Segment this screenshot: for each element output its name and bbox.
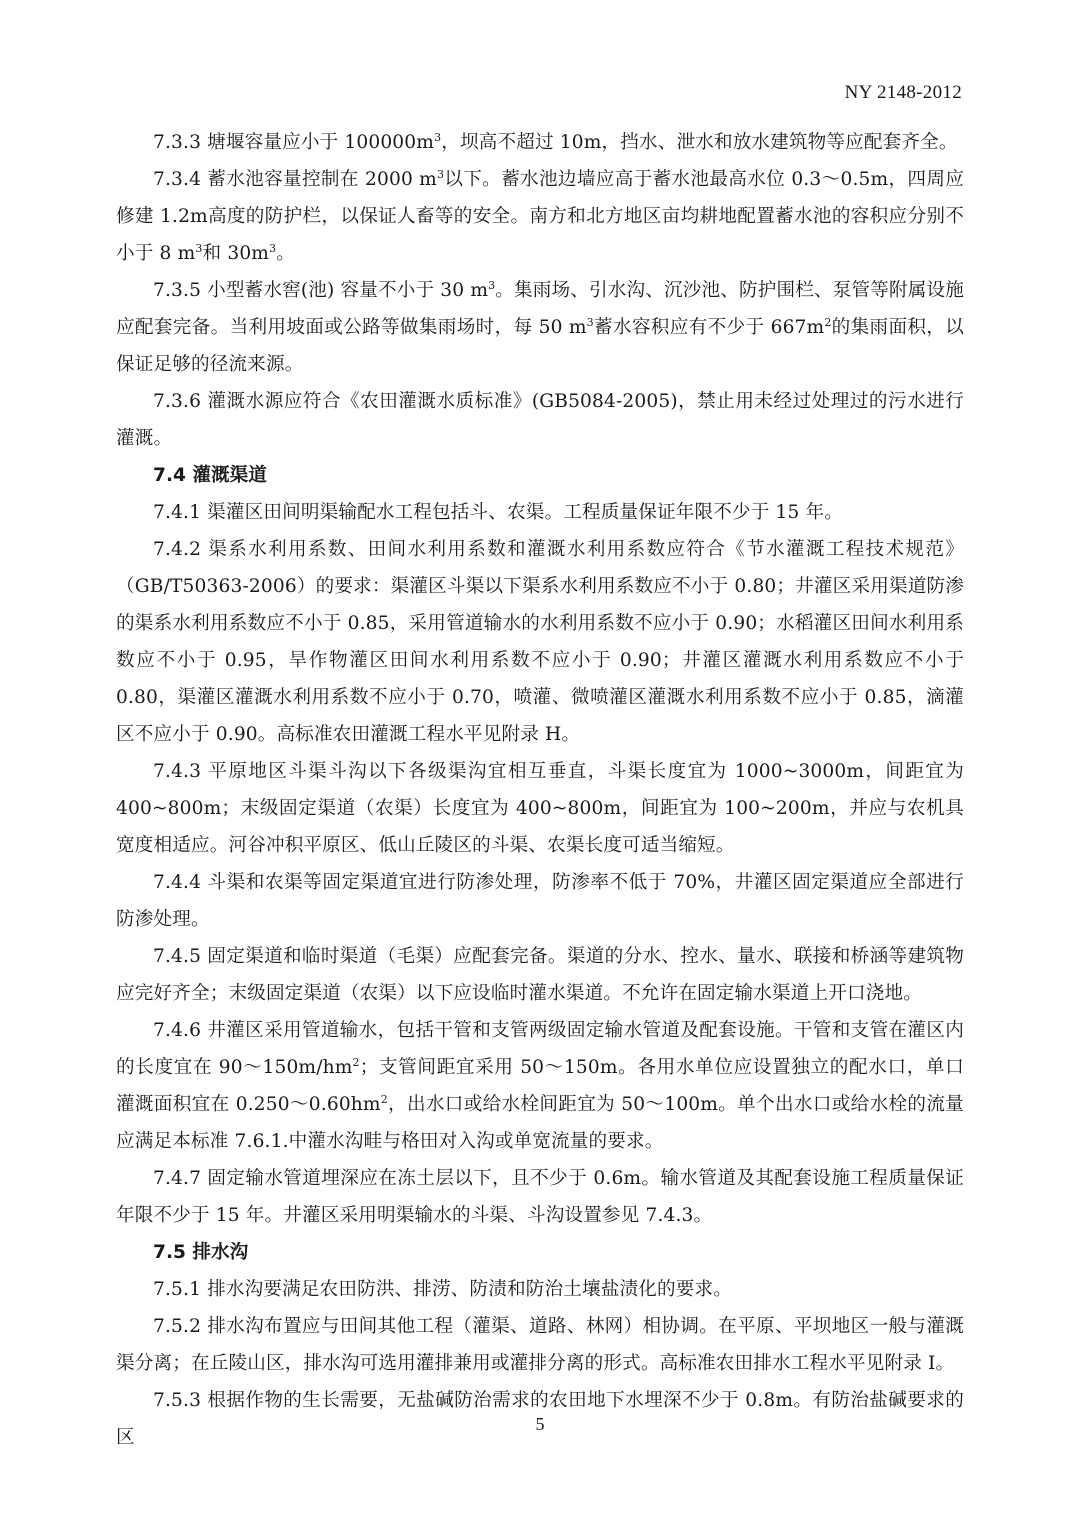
page-number: 5 (535, 1414, 545, 1434)
clause-7-4-6: 7.4.6 井灌区采用管道输水，包括干管和支管两级固定输水管道及配套设施。干管和支管在灌区内的长度宜在 $90\sim 150m/hm^2$；支管间距宜采用 50～150m。各用水单位应设置独立的配水口，单口灌溉面积宜在 $0.250\sim 0.60hm^2$，出水口或给水栓间距宜为 50～100m。单个出水口或给水栓的流量应满足本标准 7.6.1.中灌水沟畦与格田对入沟或单宽流量的要求。 (116, 1020, 964, 1152)
clause-7-4-7: 7.4.7 固定输水管道埋深应在冻土层以下，且不少于 0.6m。输水管道及其配套设施工程质量保证年限不少于 15 年。井灌区采用明渠输水的斗渠、斗沟设置参见 7.4.3。 (116, 1168, 964, 1226)
clause-7-5-3: 7.5.3 根据作物的生长需要，无盐碱防治需求的农田地下水埋深不少于 0.8m。有防治盐碱要求的区 (116, 1390, 964, 1448)
document-body (116, 124, 964, 1456)
clause-7-5-1: 7.5.1 排水沟要满足农田防洪、排涝、防渍和防治土壤盐渍化的要求。 (153, 1279, 732, 1300)
clause-7-4-1: 7.4.1 渠灌区田间明渠输配水工程包括斗、农渠。工程质量保证年限不少于 15 年。 (153, 502, 844, 523)
standard-code: NY 2148-2012 (844, 82, 962, 103)
clause-7-3-4: 7.3.4 蓄水池容量控制在 2000 $m^3$以下。蓄水池边墙应高于蓄水池最高水位 0.3～0.5m，四周应修建 1.2m高度的防护栏，以保证人畜等的安全。南方和北方地区亩均耕地配置蓄水池的容积应分别不小于 8 $m^3$和 $30m^3$。 (116, 167, 964, 264)
clause-7-5-2: 7.5.2 排水沟布置应与田间其他工程（灌渠、道路、林网）相协调。在平原、平坝地区一般与灌溉渠分离；在丘陵山区，排水沟可选用灌排兼用或灌排分离的形式。高标准农田排水工程水平见附录 I。 (116, 1316, 964, 1374)
clause-7-4-3: 7.4.3 平原地区斗渠斗沟以下各级渠沟宜相互垂直，斗渠长度宜为 1000~3000m，间距宜为 400~800m；末级固定渠道（农渠）长度宜为 400~800m，间距宜为 100~200m，并应与农机具宽度相适应。河谷冲积平原区、低山丘陵区的斗渠、农渠长度可适当缩短。 (116, 761, 964, 856)
clause-7-4-4: 7.4.4 斗渠和农渠等固定渠道宜进行防渗处理，防渗率不低于 70%，井灌区固定渠道应全部进行防渗处理。 (116, 872, 964, 930)
clause-7-4-5: 7.4.5 固定渠道和临时渠道（毛渠）应配套完备。渠道的分水、控水、量水、联接和桥涵等建筑物应完好齐全；末级固定渠道（农渠）以下应设临时灌水渠道。不允许在固定输水渠道上开口浇地。 (116, 946, 964, 1004)
clause-7-3-6: 7.3.6 灌溉水源应符合《农田灌溉水质标准》(GB5084-2005)，禁止用未经过处理过的污水进行灌溉。 (116, 391, 964, 449)
section-heading-7-4: 7.4 灌溉渠道 (153, 465, 267, 486)
clause-7-3-5: 7.3.5 小型蓄水窖(池) 容量不小于 30 $m^3$。集雨场、引水沟、沉沙池、防护围栏、泵管等附属设施应配套完备。当利用坡面或公路等做集雨场时，每 50 $m^3$蓄水容积应有不少于 $667m^2$的集雨面积，以保证足够的径流来源。 (116, 278, 964, 375)
section-heading-7-5: 7.5 排水沟 (153, 1242, 249, 1263)
clause-7-3-3: 7.3.3 塘堰容量应小于 $100000m^3$，坝高不超过 10m，挡水、泄水和放水建筑物等应配套齐全。 (153, 130, 958, 153)
clause-7-4-2: 7.4.2 渠系水利用系数、田间水利用系数和灌溉水利用系数应符合《节水灌溉工程技术规范》（GB/T50363-2006）的要求：渠灌区斗渠以下渠系水利用系数应不小于 0.80；井灌区采用渠道防渗的渠系水利用系数应不小于 0.85，采用管道输水的水利用系数不应小于 0.90；水稻灌区田间水利用系数应不小于 0.95，旱作物灌区田间水利用系数不应小于 0.90；井灌区灌溉水利用系数应不小于 0.80，渠灌区灌溉水利用系数不应小于 0.70，喷灌、微喷灌区灌溉水利用系数不应小于 0.85，滴灌区不应小于 0.90。高标准农田灌溉工程水平见附录 H。 (116, 539, 964, 745)
